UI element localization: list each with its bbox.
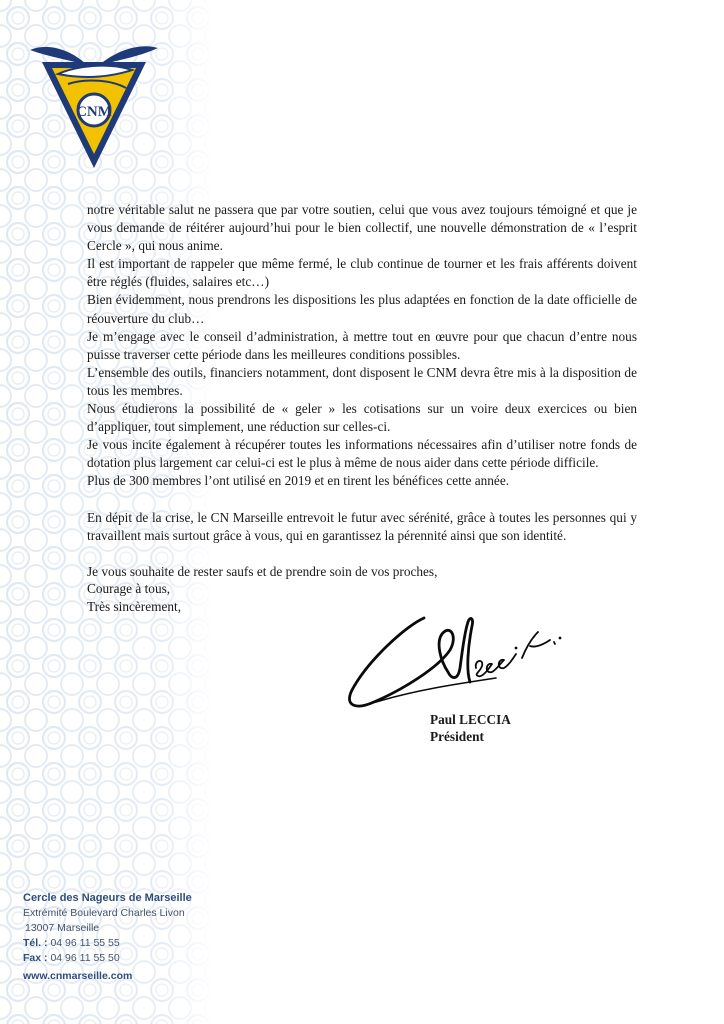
- paragraph-3: Bien évidemment, nous prendrons les dispositions les plus adaptées en fonction de la date officielle de réouverture du club…: [87, 292, 637, 326]
- closing-block: [87, 580, 181, 616]
- footer-phone: [23, 936, 192, 951]
- paragraph-future: En dépit de la crise, le CN Marseille entrevoit le futur avec sérénité, grâce à toutes les personnes qui y travaillent mais surtout grâce à vous, qui en garantissez la pérennité ainsi que son identité.: [87, 509, 637, 543]
- footer-address-line-2: [23, 921, 192, 936]
- footer-city: 13007 Marseille: [25, 922, 100, 934]
- signer-title: Président: [430, 729, 484, 744]
- fax-label: Fax :: [23, 952, 48, 964]
- closing-courage: Courage à tous,: [87, 581, 171, 596]
- phone-number: 04 96 11 55 55: [50, 937, 120, 949]
- footer-fax: [23, 951, 192, 966]
- paragraph-6: Nous étudierons la possibilité de « geler » les cotisations sur un voire deux exercices ou bien d’appliquer, tout simplement, une réduction sur celles-ci.: [87, 401, 637, 435]
- paragraph-5: L’ensemble des outils, financiers notamment, dont disposent le CNM devra être mis à la disposition de tous les membres.: [87, 364, 637, 398]
- signer-block: [430, 711, 511, 745]
- wishes-line: Je vous souhaite de rester saufs et de prendre soin de vos proches,: [87, 563, 438, 579]
- paragraph-2: Il est important de rappeler que même fermé, le club continue de tourner et les frais afférents doivent être réglés (fluides, salaires etc…): [87, 256, 637, 290]
- closing-sincerely: Très sincèrement,: [87, 599, 182, 614]
- footer-address-line-1: Extrémité Boulevard Charles Livon: [23, 907, 185, 919]
- footer-contact: [23, 891, 192, 984]
- paragraph-7: Je vous incite également à récupérer toutes les informations nécessaires afin d’utiliser notre fonds de dotation plus largement car celui-ci est le plus à même de nous aider dans cette période difficile.: [87, 437, 637, 471]
- signer-name: Paul LECCIA: [430, 712, 511, 727]
- cnm-logo: [28, 40, 160, 172]
- phone-label: Tél. :: [23, 937, 48, 949]
- paragraph-8: Plus de 300 membres l’ont utilisé en 2019 et en tirent les bénéfices cette année.: [87, 473, 510, 489]
- footer-org-name: Cercle des Nageurs de Marseille: [23, 892, 192, 904]
- paragraph-1: notre véritable salut ne passera que par votre soutien, celui que vous avez toujours témoigné et que je vous demande de réitérer aujourd’hui pour le bien collectif, une nouvelle démonstration de « l’esprit Cercle », qui nous anime.: [87, 202, 637, 254]
- svg-text:CNM: CNM: [76, 104, 112, 120]
- letter-body: [87, 201, 637, 581]
- fax-number: 04 96 11 55 50: [50, 952, 120, 964]
- handwritten-signature: [346, 598, 580, 720]
- paragraph-4: Je m’engage avec le conseil d’administration, à mettre tout en œuvre pour que chacun d’entre nous puisse traverser cette période dans les meilleures conditions possibles.: [87, 328, 637, 362]
- footer-website-link[interactable]: www.cnmarseille.com: [23, 970, 133, 982]
